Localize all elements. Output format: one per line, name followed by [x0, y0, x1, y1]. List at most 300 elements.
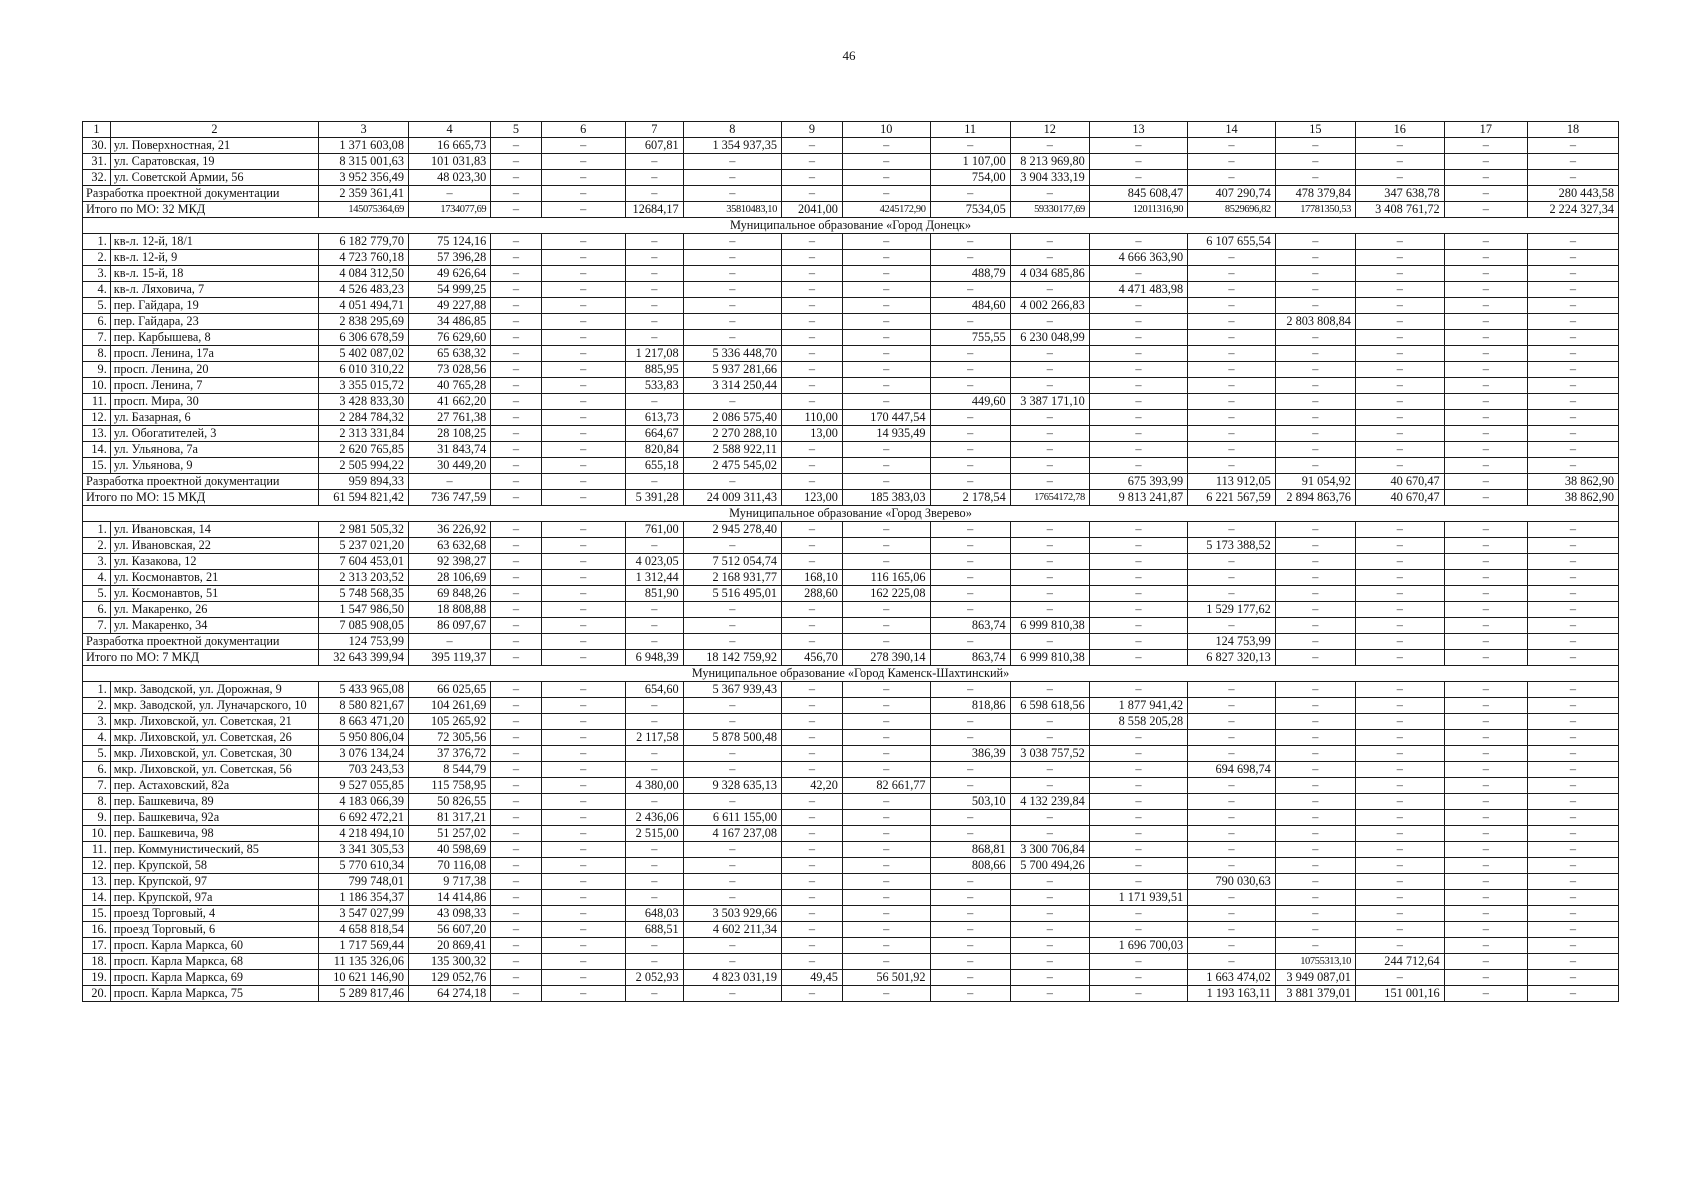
value-cell: –: [1010, 986, 1089, 1002]
value-cell: –: [1444, 442, 1527, 458]
value-cell: –: [1089, 842, 1187, 858]
value-cell: –: [1528, 282, 1619, 298]
value-cell: –: [541, 554, 625, 570]
address-cell: пер. Башкевича, 98: [110, 826, 318, 842]
summary-value: –: [683, 634, 781, 650]
column-number-cell: 17: [1444, 122, 1527, 138]
house-row: [83, 282, 1619, 298]
value-cell: 2 168 931,77: [683, 570, 781, 586]
value-cell: –: [683, 938, 781, 954]
summary-value: 736 747,59: [408, 490, 490, 506]
value-cell: –: [930, 522, 1010, 538]
value-cell: –: [1188, 458, 1276, 474]
value-cell: –: [930, 970, 1010, 986]
value-cell: 6 598 618,56: [1010, 698, 1089, 714]
value-cell: 30 449,20: [408, 458, 490, 474]
value-cell: 28 108,25: [408, 426, 490, 442]
summary-value: 123,00: [782, 490, 843, 506]
value-cell: –: [1355, 346, 1444, 362]
address-cell: просп. Карла Маркса, 69: [110, 970, 318, 986]
value-cell: 5 173 388,52: [1188, 538, 1276, 554]
value-cell: –: [541, 346, 625, 362]
value-cell: 5 289 817,46: [319, 986, 409, 1002]
value-cell: –: [491, 618, 541, 634]
address-cell: пер. Гайдара, 19: [110, 298, 318, 314]
value-cell: –: [1355, 778, 1444, 794]
value-cell: 4 023,05: [625, 554, 683, 570]
summary-value: –: [1444, 474, 1527, 490]
value-cell: –: [1010, 874, 1089, 890]
value-cell: –: [1089, 682, 1187, 698]
address-cell: ул. Советской Армии, 56: [110, 170, 318, 186]
value-cell: –: [842, 314, 930, 330]
value-cell: –: [1444, 154, 1527, 170]
house-row: [83, 970, 1619, 986]
value-cell: 4 218 494,10: [319, 826, 409, 842]
summary-value: 845 608,47: [1089, 186, 1187, 202]
value-cell: –: [930, 682, 1010, 698]
value-cell: 18 808,88: [408, 602, 490, 618]
value-cell: –: [625, 298, 683, 314]
summary-value: –: [1444, 186, 1527, 202]
value-cell: –: [1528, 522, 1619, 538]
value-cell: –: [842, 554, 930, 570]
value-cell: 2 052,93: [625, 970, 683, 986]
value-cell: –: [1444, 986, 1527, 1002]
value-cell: –: [1528, 970, 1619, 986]
value-cell: –: [1188, 314, 1276, 330]
summary-value: –: [782, 474, 843, 490]
house-row: [83, 234, 1619, 250]
value-cell: –: [1089, 794, 1187, 810]
summary-value: –: [408, 634, 490, 650]
value-cell: 28 106,69: [408, 570, 490, 586]
value-cell: –: [1528, 266, 1619, 282]
summary-row: [83, 650, 1619, 666]
value-cell: –: [625, 250, 683, 266]
value-cell: 2 117,58: [625, 730, 683, 746]
value-cell: –: [930, 282, 1010, 298]
value-cell: –: [782, 602, 843, 618]
value-cell: –: [1275, 874, 1355, 890]
column-number-row: [83, 122, 1619, 138]
value-cell: 5 770 610,34: [319, 858, 409, 874]
value-cell: –: [1444, 810, 1527, 826]
summary-value: 863,74: [930, 650, 1010, 666]
row-number: 9.: [83, 810, 111, 826]
value-cell: –: [1010, 810, 1089, 826]
row-number: 4.: [83, 730, 111, 746]
value-cell: 6 306 678,59: [319, 330, 409, 346]
value-cell: –: [541, 746, 625, 762]
value-cell: –: [491, 874, 541, 890]
value-cell: –: [782, 842, 843, 858]
value-cell: –: [625, 986, 683, 1002]
value-cell: –: [491, 954, 541, 970]
value-cell: –: [1528, 138, 1619, 154]
summary-value: –: [1089, 650, 1187, 666]
value-cell: –: [1355, 154, 1444, 170]
value-cell: –: [491, 234, 541, 250]
row-number: 3.: [83, 266, 111, 282]
value-cell: –: [1528, 410, 1619, 426]
value-cell: –: [1355, 522, 1444, 538]
summary-value: –: [1089, 634, 1187, 650]
address-cell: мкр. Лиховской, ул. Советская, 26: [110, 730, 318, 746]
address-cell: ул. Ивановская, 22: [110, 538, 318, 554]
value-cell: 3 341 305,53: [319, 842, 409, 858]
row-number: 7.: [83, 778, 111, 794]
house-row: [83, 538, 1619, 554]
summary-value: –: [683, 186, 781, 202]
value-cell: –: [1010, 778, 1089, 794]
value-cell: –: [842, 170, 930, 186]
address-cell: кв-л. Ляховича, 7: [110, 282, 318, 298]
value-cell: 7 512 054,74: [683, 554, 781, 570]
address-cell: мкр. Заводской, ул. Луначарского, 10: [110, 698, 318, 714]
summary-value: 24 009 311,43: [683, 490, 781, 506]
value-cell: –: [1275, 618, 1355, 634]
summary-value: 280 443,58: [1528, 186, 1619, 202]
row-number: 12.: [83, 858, 111, 874]
value-cell: –: [1275, 810, 1355, 826]
row-number: 5.: [83, 586, 111, 602]
value-cell: –: [541, 938, 625, 954]
value-cell: –: [1188, 730, 1276, 746]
value-cell: –: [1188, 954, 1276, 970]
value-cell: 37 376,72: [408, 746, 490, 762]
value-cell: –: [1444, 522, 1527, 538]
value-cell: –: [541, 602, 625, 618]
summary-value: 40 670,47: [1355, 490, 1444, 506]
value-cell: –: [491, 538, 541, 554]
summary-value: 2 359 361,41: [319, 186, 409, 202]
value-cell: –: [1188, 794, 1276, 810]
value-cell: –: [683, 698, 781, 714]
summary-value: 278 390,14: [842, 650, 930, 666]
value-cell: –: [782, 826, 843, 842]
value-cell: –: [625, 282, 683, 298]
value-cell: –: [1089, 522, 1187, 538]
house-row: [83, 522, 1619, 538]
value-cell: –: [541, 426, 625, 442]
value-cell: –: [1010, 922, 1089, 938]
value-cell: 73 028,56: [408, 362, 490, 378]
row-number: 18.: [83, 954, 111, 970]
value-cell: –: [491, 426, 541, 442]
value-cell: 6 611 155,00: [683, 810, 781, 826]
house-row: [83, 858, 1619, 874]
value-cell: 14 935,49: [842, 426, 930, 442]
value-cell: –: [625, 538, 683, 554]
value-cell: –: [1444, 762, 1527, 778]
value-cell: –: [1089, 298, 1187, 314]
value-cell: 56 501,92: [842, 970, 930, 986]
value-cell: 81 317,21: [408, 810, 490, 826]
value-cell: –: [491, 442, 541, 458]
address-cell: пер. Крупской, 97: [110, 874, 318, 890]
column-number-cell: 16: [1355, 122, 1444, 138]
value-cell: –: [1010, 522, 1089, 538]
summary-value: –: [541, 186, 625, 202]
value-cell: 9 717,38: [408, 874, 490, 890]
value-cell: –: [1275, 234, 1355, 250]
value-cell: –: [1528, 394, 1619, 410]
value-cell: 40 598,69: [408, 842, 490, 858]
value-cell: 808,66: [930, 858, 1010, 874]
value-cell: –: [842, 234, 930, 250]
value-cell: –: [1275, 154, 1355, 170]
value-cell: –: [930, 346, 1010, 362]
value-cell: 648,03: [625, 906, 683, 922]
value-cell: –: [1275, 698, 1355, 714]
value-cell: 2 475 545,02: [683, 458, 781, 474]
summary-value: 17654172,78: [1010, 490, 1089, 506]
value-cell: –: [491, 378, 541, 394]
address-cell: ул. Космонавтов, 51: [110, 586, 318, 602]
row-number: 5.: [83, 746, 111, 762]
value-cell: –: [1275, 586, 1355, 602]
summary-label: Итого по МО: 15 МКД: [83, 490, 319, 506]
value-cell: –: [842, 874, 930, 890]
value-cell: 4 723 760,18: [319, 250, 409, 266]
row-number: 13.: [83, 426, 111, 442]
value-cell: –: [541, 234, 625, 250]
address-cell: просп. Карла Маркса, 60: [110, 938, 318, 954]
value-cell: 41 662,20: [408, 394, 490, 410]
value-cell: –: [1355, 698, 1444, 714]
value-cell: 2 284 784,32: [319, 410, 409, 426]
value-cell: –: [930, 362, 1010, 378]
value-cell: –: [782, 138, 843, 154]
value-cell: –: [491, 794, 541, 810]
value-cell: 2 505 994,22: [319, 458, 409, 474]
row-number: 2.: [83, 250, 111, 266]
summary-row: [83, 186, 1619, 202]
address-cell: просп. Ленина, 20: [110, 362, 318, 378]
value-cell: –: [782, 890, 843, 906]
value-cell: –: [1528, 234, 1619, 250]
value-cell: 386,39: [930, 746, 1010, 762]
house-row: [83, 330, 1619, 346]
value-cell: –: [1275, 250, 1355, 266]
value-cell: 533,83: [625, 378, 683, 394]
house-row: [83, 874, 1619, 890]
value-cell: 851,90: [625, 586, 683, 602]
value-cell: –: [930, 570, 1010, 586]
house-row: [83, 794, 1619, 810]
value-cell: –: [625, 154, 683, 170]
value-cell: –: [1188, 410, 1276, 426]
value-cell: –: [625, 890, 683, 906]
value-cell: –: [1528, 298, 1619, 314]
row-number: 10.: [83, 378, 111, 394]
value-cell: –: [930, 714, 1010, 730]
value-cell: –: [491, 778, 541, 794]
value-cell: –: [541, 842, 625, 858]
value-cell: –: [1010, 554, 1089, 570]
value-cell: 3 881 379,01: [1275, 986, 1355, 1002]
summary-value: 3 408 761,72: [1355, 202, 1444, 218]
summary-label: Разработка проектной документации: [83, 634, 319, 650]
value-cell: –: [1089, 458, 1187, 474]
value-cell: –: [930, 890, 1010, 906]
value-cell: –: [1528, 746, 1619, 762]
row-number: 12.: [83, 410, 111, 426]
summary-value: –: [1444, 634, 1527, 650]
value-cell: 8 558 205,28: [1089, 714, 1187, 730]
value-cell: –: [842, 394, 930, 410]
value-cell: –: [1355, 138, 1444, 154]
value-cell: 6 999 810,38: [1010, 618, 1089, 634]
address-cell: мкр. Лиховской, ул. Советская, 30: [110, 746, 318, 762]
value-cell: –: [1275, 938, 1355, 954]
value-cell: –: [1528, 618, 1619, 634]
value-cell: –: [541, 874, 625, 890]
value-cell: –: [1089, 426, 1187, 442]
value-cell: –: [1528, 458, 1619, 474]
value-cell: 2 620 765,85: [319, 442, 409, 458]
summary-value: 4245172,90: [842, 202, 930, 218]
value-cell: –: [491, 346, 541, 362]
value-cell: –: [842, 826, 930, 842]
value-cell: 4 183 066,39: [319, 794, 409, 810]
value-cell: –: [625, 602, 683, 618]
value-cell: 288,60: [782, 586, 843, 602]
value-cell: –: [1089, 138, 1187, 154]
summary-value: 9 813 241,87: [1089, 490, 1187, 506]
summary-value: –: [1010, 474, 1089, 490]
address-cell: ул. Поверхностная, 21: [110, 138, 318, 154]
value-cell: 8 213 969,80: [1010, 154, 1089, 170]
row-number: 17.: [83, 938, 111, 954]
value-cell: –: [930, 778, 1010, 794]
value-cell: –: [782, 362, 843, 378]
value-cell: –: [1275, 170, 1355, 186]
value-cell: –: [1355, 858, 1444, 874]
value-cell: –: [1528, 778, 1619, 794]
summary-value: –: [491, 634, 541, 650]
summary-value: 38 862,90: [1528, 490, 1619, 506]
value-cell: –: [1188, 938, 1276, 954]
value-cell: 5 700 494,26: [1010, 858, 1089, 874]
house-row: [83, 938, 1619, 954]
summary-value: 113 912,05: [1188, 474, 1276, 490]
value-cell: –: [1528, 250, 1619, 266]
value-cell: –: [1188, 826, 1276, 842]
value-cell: 105 265,92: [408, 714, 490, 730]
value-cell: 5 402 087,02: [319, 346, 409, 362]
value-cell: –: [1444, 714, 1527, 730]
value-cell: 116 165,06: [842, 570, 930, 586]
house-row: [83, 890, 1619, 906]
summary-value: –: [842, 186, 930, 202]
value-cell: 8 544,79: [408, 762, 490, 778]
value-cell: –: [625, 314, 683, 330]
value-cell: 7 085 908,05: [319, 618, 409, 634]
value-cell: –: [625, 954, 683, 970]
value-cell: –: [842, 986, 930, 1002]
value-cell: 3 387 171,10: [1010, 394, 1089, 410]
value-cell: –: [1355, 762, 1444, 778]
value-cell: –: [782, 458, 843, 474]
value-cell: 36 226,92: [408, 522, 490, 538]
value-cell: –: [930, 602, 1010, 618]
summary-value: 91 054,92: [1275, 474, 1355, 490]
value-cell: –: [1089, 986, 1187, 1002]
value-cell: –: [842, 762, 930, 778]
value-cell: –: [491, 682, 541, 698]
value-cell: –: [683, 154, 781, 170]
column-number-cell: 7: [625, 122, 683, 138]
value-cell: –: [1355, 234, 1444, 250]
value-cell: –: [1355, 890, 1444, 906]
value-cell: –: [842, 346, 930, 362]
table-body: [83, 122, 1619, 1002]
value-cell: 2 436,06: [625, 810, 683, 826]
house-row: [83, 554, 1619, 570]
value-cell: 4 658 818,54: [319, 922, 409, 938]
value-cell: –: [683, 538, 781, 554]
value-cell: –: [683, 314, 781, 330]
address-cell: пер. Башкевича, 89: [110, 794, 318, 810]
value-cell: 488,79: [930, 266, 1010, 282]
value-cell: 655,18: [625, 458, 683, 474]
value-cell: –: [1010, 442, 1089, 458]
row-number: 8.: [83, 346, 111, 362]
municipality-header-row: [83, 218, 1619, 234]
value-cell: –: [491, 890, 541, 906]
value-cell: –: [842, 282, 930, 298]
summary-value: –: [842, 634, 930, 650]
value-cell: –: [491, 810, 541, 826]
summary-value: 40 670,47: [1355, 474, 1444, 490]
value-cell: –: [1528, 730, 1619, 746]
value-cell: –: [1444, 922, 1527, 938]
address-cell: пер. Карбышева, 8: [110, 330, 318, 346]
value-cell: 863,74: [930, 618, 1010, 634]
row-number: 5.: [83, 298, 111, 314]
value-cell: –: [1188, 698, 1276, 714]
value-cell: 3 300 706,84: [1010, 842, 1089, 858]
value-cell: –: [930, 826, 1010, 842]
value-cell: –: [1444, 890, 1527, 906]
value-cell: 2 588 922,11: [683, 442, 781, 458]
value-cell: –: [1355, 602, 1444, 618]
value-cell: –: [1010, 346, 1089, 362]
row-number: 10.: [83, 826, 111, 842]
value-cell: –: [625, 874, 683, 890]
column-number-cell: 13: [1089, 122, 1187, 138]
summary-value: –: [625, 634, 683, 650]
value-cell: –: [1275, 906, 1355, 922]
value-cell: –: [842, 730, 930, 746]
value-cell: –: [491, 602, 541, 618]
value-cell: –: [1089, 170, 1187, 186]
value-cell: –: [1444, 586, 1527, 602]
value-cell: –: [1010, 906, 1089, 922]
value-cell: 76 629,60: [408, 330, 490, 346]
value-cell: 6 692 472,21: [319, 810, 409, 826]
value-cell: 42,20: [782, 778, 843, 794]
value-cell: 1 717 569,44: [319, 938, 409, 954]
value-cell: –: [1275, 682, 1355, 698]
value-cell: –: [1444, 394, 1527, 410]
value-cell: –: [842, 138, 930, 154]
value-cell: –: [1089, 346, 1187, 362]
value-cell: 2 086 575,40: [683, 410, 781, 426]
value-cell: –: [1089, 746, 1187, 762]
